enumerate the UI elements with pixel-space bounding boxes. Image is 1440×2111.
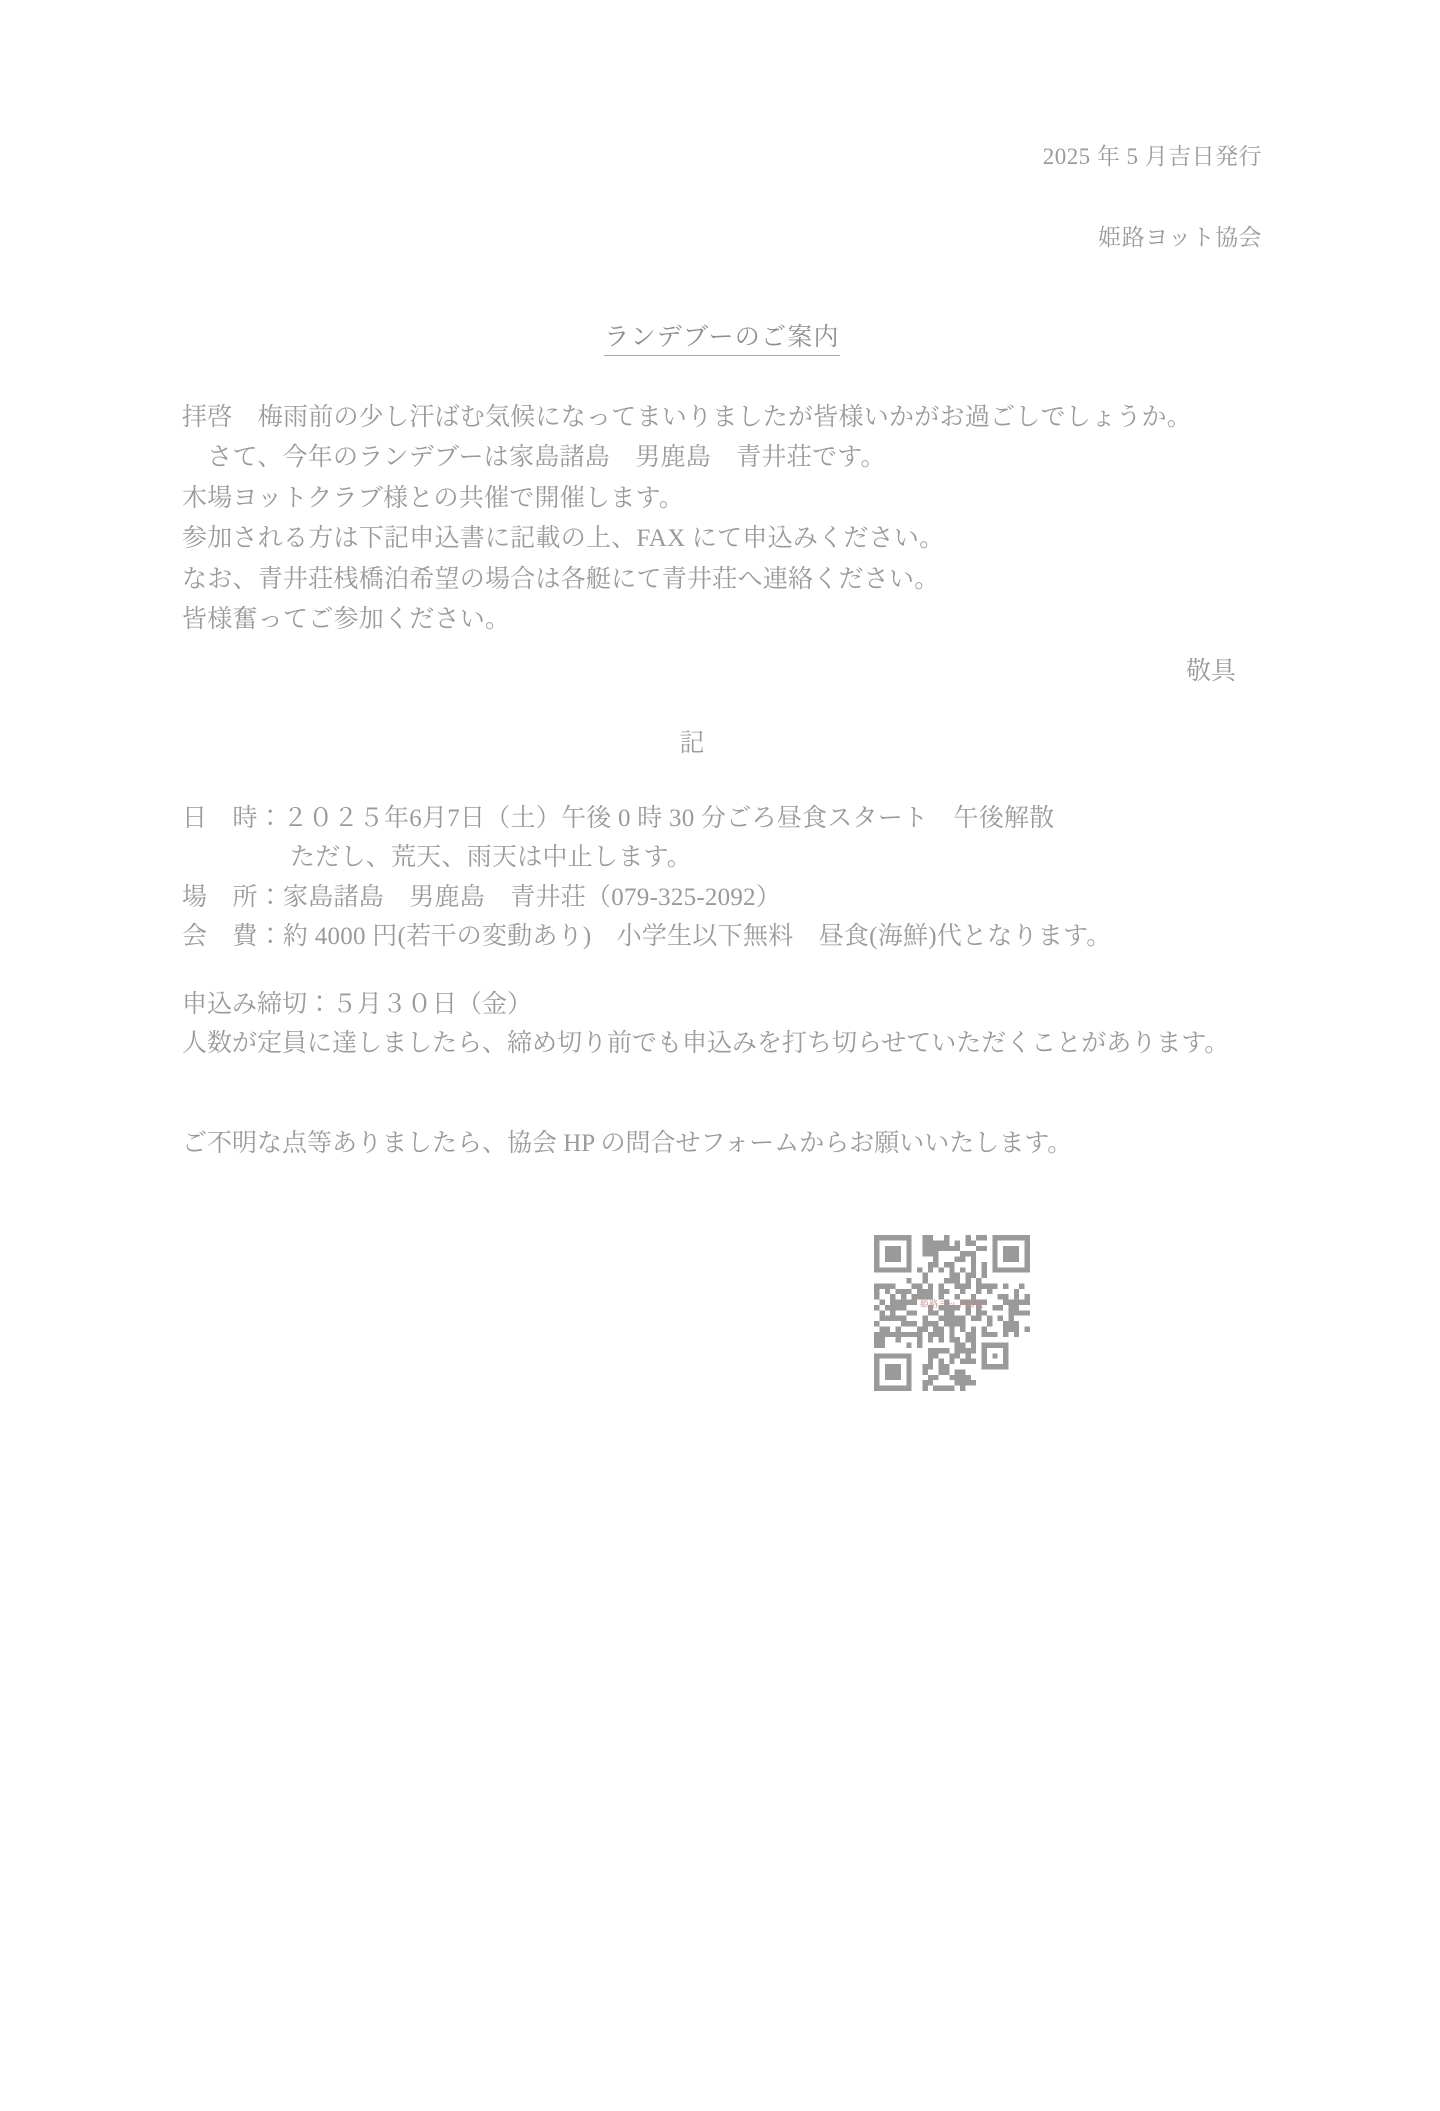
body-line-5: なお、青井荘桟橋泊希望の場合は各艇にて青井荘へ連絡ください。 [182,565,940,593]
spacer [182,1064,1262,1124]
document-title: ランデブーのご案内 [604,317,840,356]
qr-code-canvas [874,1235,1030,1391]
body-line-6: 皆様奮ってご参加ください。 [182,606,511,634]
body-line-2: さて、今年のランデブーは家島諸島 男鹿島 青井荘です。 [182,444,886,472]
spacer [182,957,1262,985]
qr-code-label: 姫路ヨット協会 [919,1299,985,1309]
body-line-1: 拝啓 梅雨前の少し汗ばむ気候になってまいりましたが皆様いかがお過ごしでしょうか。 [182,403,1193,431]
document-title-wrap [182,317,1262,356]
issuing-organization: 姫路ヨット協会 [1098,225,1262,251]
spacer [182,173,1262,221]
detail-fee: 会 費：約 4000 円(若干の変動あり) 小学生以下無料 昼食(海鮮)代となります。 [182,923,1112,951]
contact-note: ご不明な点等ありましたら、協会 HP の問合せフォームからお願いいたします。 [182,1129,1073,1157]
detail-datetime: 日 時：２０２５年6月7日（土）午後 0 時 30 分ごろ昼食スタート 午後解散 [182,804,1055,832]
document-body [182,140,1262,1163]
capacity-note: 人数が定員に達しましたら、締め切り前でも申込みを打ち切らせていただくことがあります。 [182,1030,1230,1058]
body-line-3: 木場ヨットクラブ様との共催で開催します。 [182,484,685,512]
closing-salutation: 敬具 [1185,657,1236,685]
body-line-4: 参加される方は下記申込書に記載の上、FAX にて申込みください。 [182,525,945,553]
issue-date: 2025 年 5 月吉日発行 [1042,144,1262,169]
detail-location: 場 所：家島諸島 男鹿島 青井荘（079-325-2092） [182,883,782,911]
qr-code[interactable] [874,1235,1030,1391]
application-deadline: 申込み締切：５月３０日（金） [182,990,533,1018]
details-marker: 記 [679,729,705,757]
detail-datetime-note: ただし、荒天、雨天は中止します。 [290,844,693,872]
